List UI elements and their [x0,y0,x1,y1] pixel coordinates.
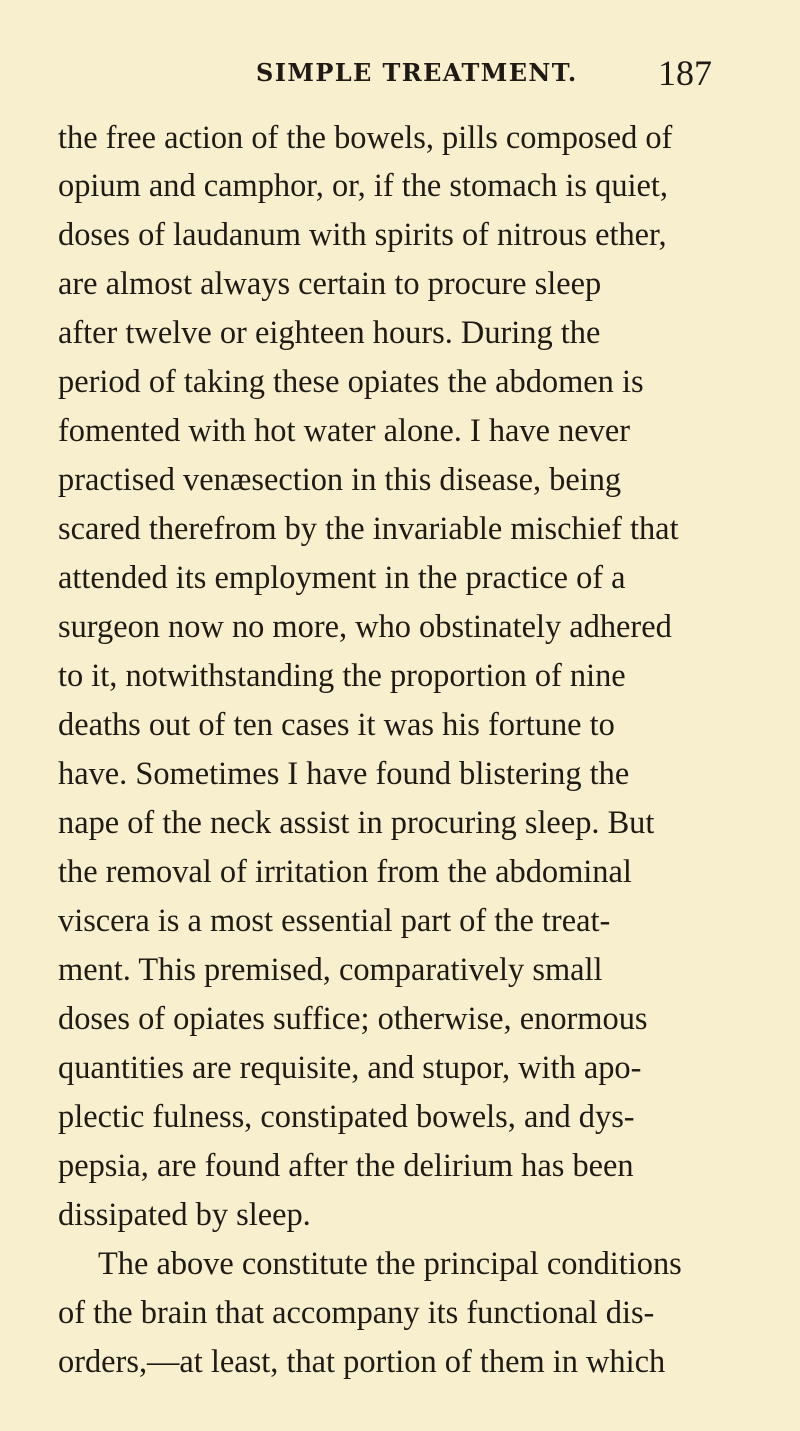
text-line-8: practised venæsection in this disease, being [58,462,622,498]
text-line-19: doses of opiates suffice; otherwise, enormous [58,1001,648,1037]
text-line-3: doses of laudanum with spirits of nitrous ether, [58,217,667,253]
text-line-6: period of taking these opiates the abdomen is [58,364,644,400]
text-line-7: fomented with hot water alone. I have never [58,413,631,449]
text-line-13: deaths out of ten cases it was his fortune to [58,707,615,743]
text-line-11: surgeon now no more, who obstinately adhered [58,609,672,645]
running-head [0,53,800,98]
text-line-20: quantities are requisite, and stupor, with apo- [58,1050,642,1086]
text-line-15: nape of the neck assist in procuring sleep. But [58,805,655,841]
text-line-5: after twelve or eighteen hours. During the [58,315,601,351]
text-line-21: plectic fulness, constipated bowels, and dys- [58,1099,635,1135]
text-line-14: have. Sometimes I have found blistering the [58,756,630,792]
text-line-10: attended its employment in the practice of a [58,560,626,596]
text-line-23: dissipated by sleep. [58,1197,311,1233]
text-line-26: orders,—at least, that portion of them in which [58,1344,666,1380]
text-line-24: The above constitute the principal conditions [98,1246,682,1282]
text-line-25: of the brain that accompany its functional dis- [58,1295,655,1331]
text-line-16: the removal of irritation from the abdominal [58,854,632,890]
text-line-12: to it, notwithstanding the proportion of nine [58,658,626,694]
text-line-2: opium and camphor, or, if the stomach is quiet, [58,168,668,204]
text-line-17: viscera is a most essential part of the treat- [58,903,611,939]
text-line-22: pepsia, are found after the delirium has been [58,1148,634,1184]
page-number: 187 [658,53,712,93]
text-line-18: ment. This premised, comparatively small [58,952,603,988]
text-line-1: the free action of the bowels, pills composed of [58,120,673,156]
text-line-4: are almost always certain to procure sleep [58,266,602,302]
running-title: SIMPLE TREATMENT. [256,58,578,87]
text-line-9: scared therefrom by the invariable mischief that [58,511,679,547]
